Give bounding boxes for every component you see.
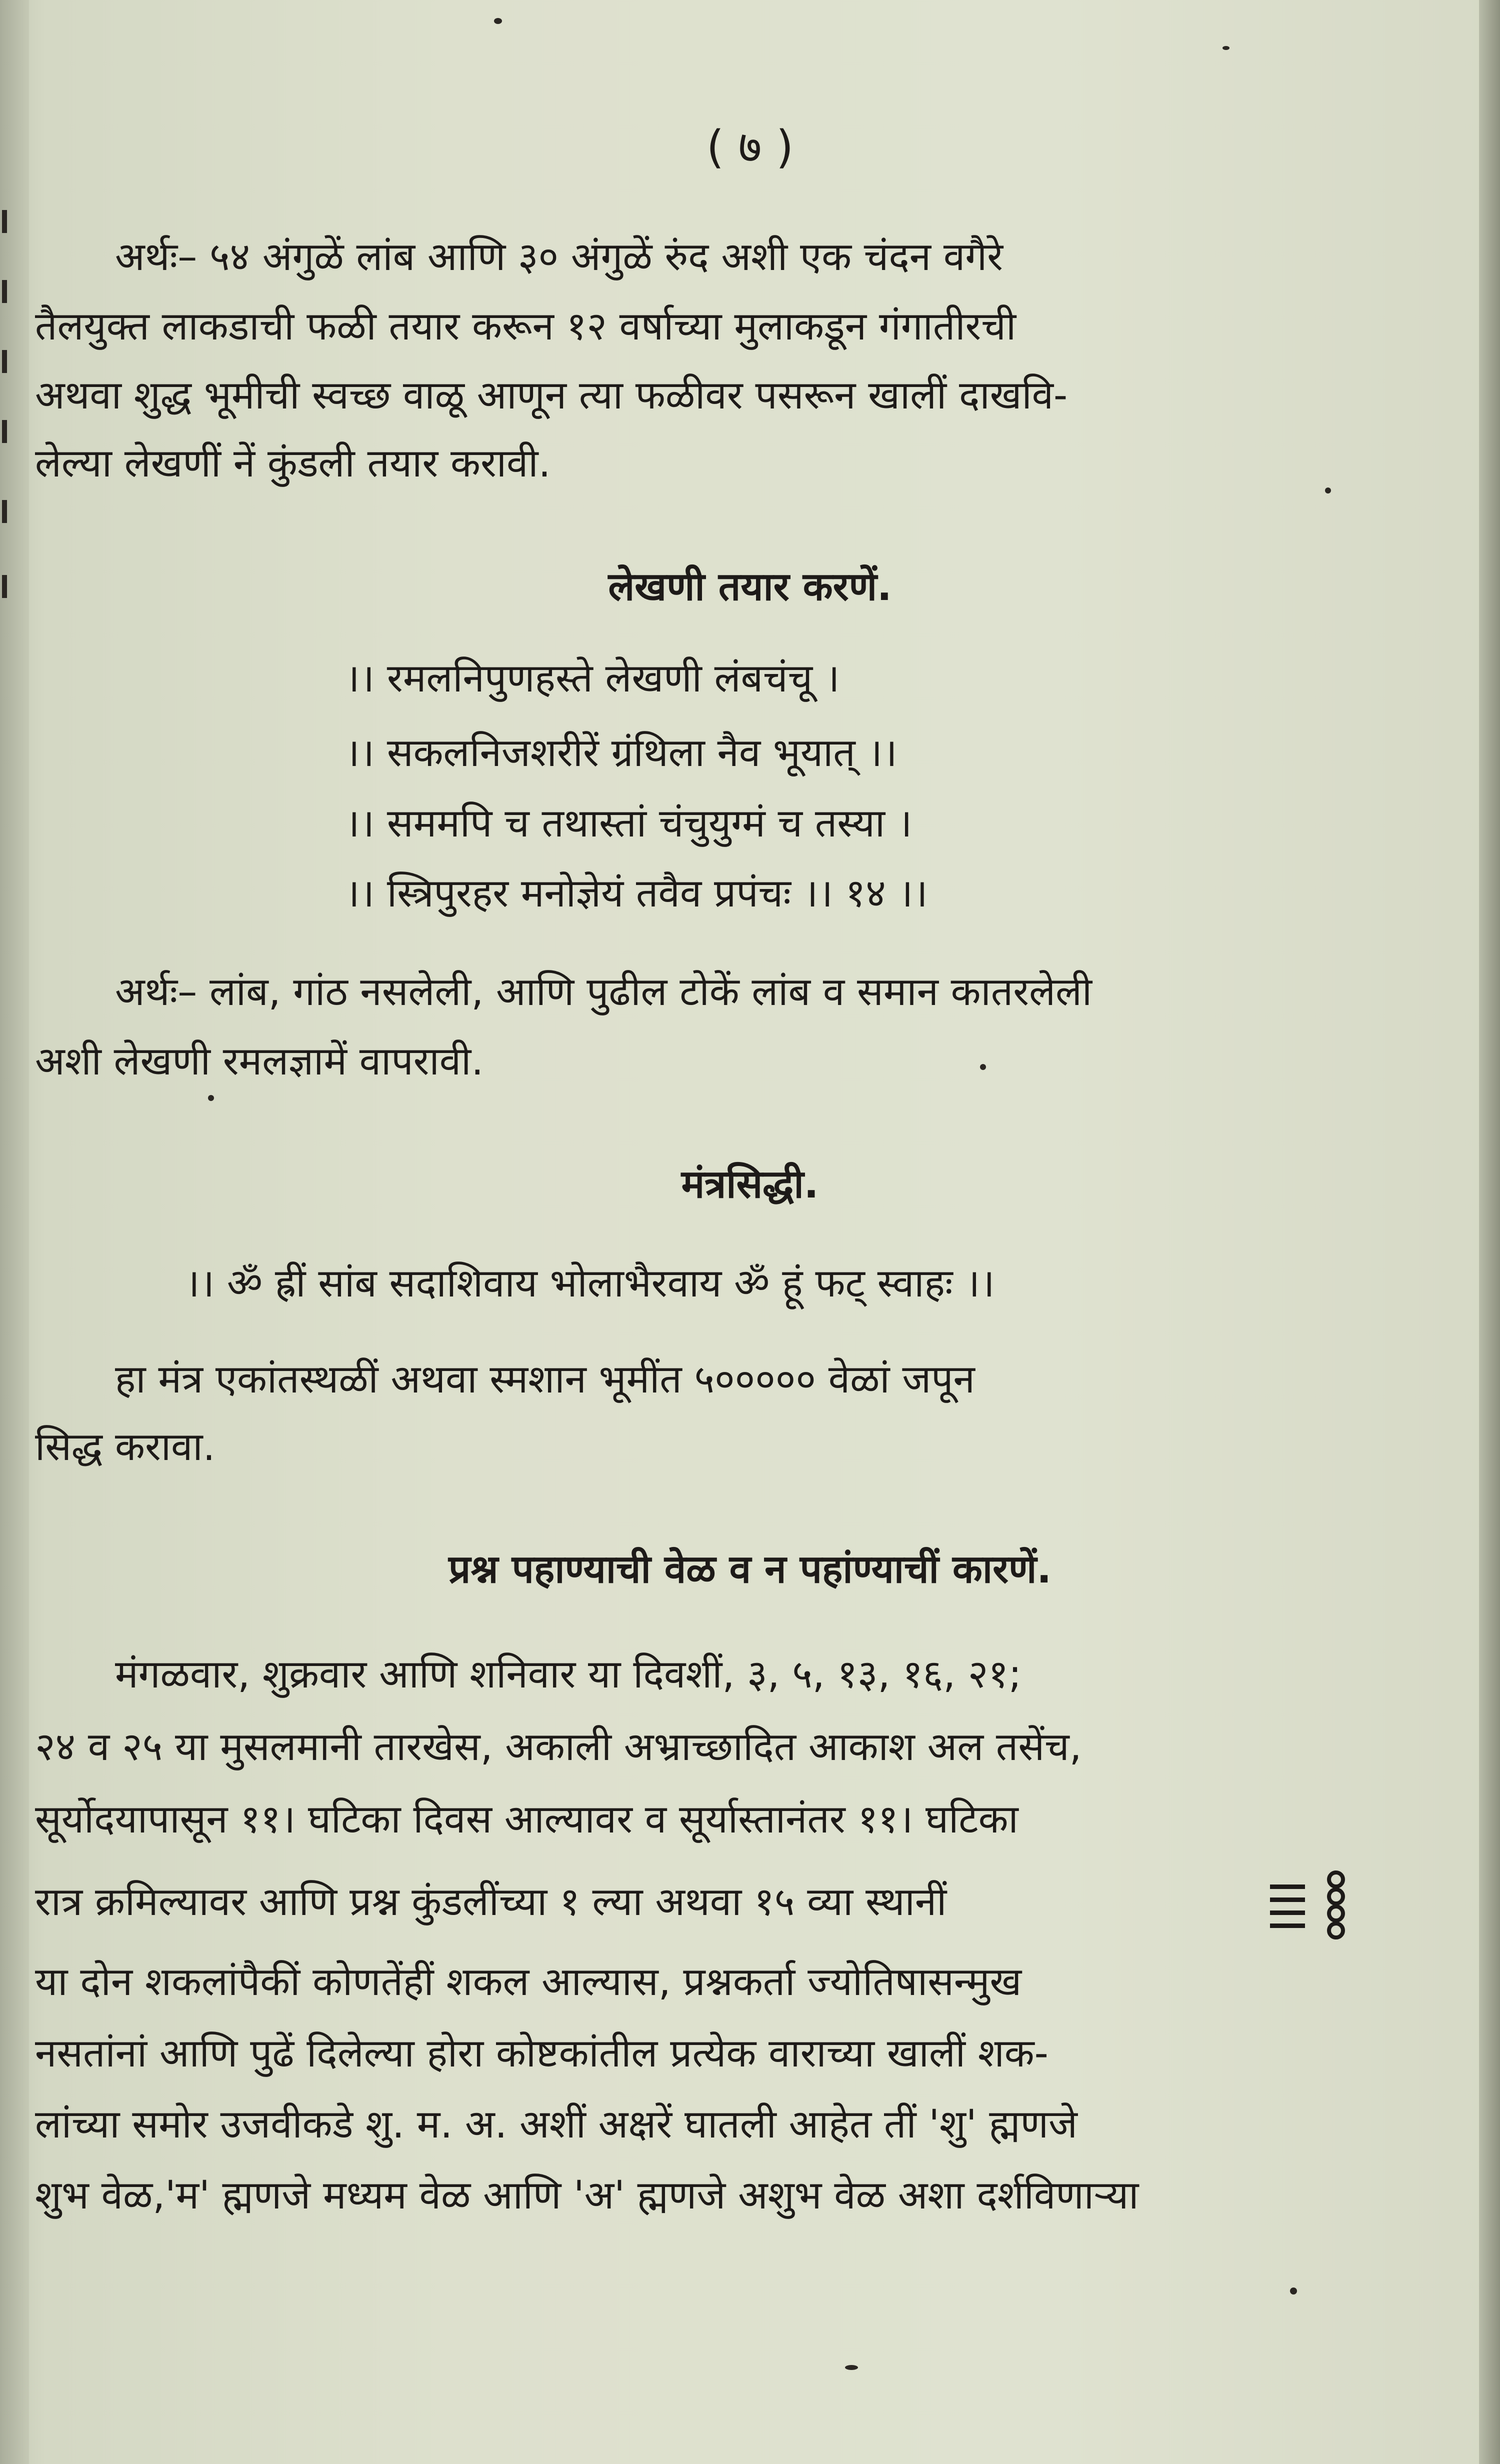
heading-mantra: मंत्रसिद्धी. bbox=[681, 1162, 819, 1207]
ink-speck bbox=[1222, 46, 1230, 50]
verse-line3: ।। सममपि च तथास्तां चंचुयुग्मं च तस्या । bbox=[345, 801, 912, 846]
previous-page-edge bbox=[0, 0, 29, 2464]
para4-line1: मंगळवार, शुक्रवार आणि शनिवार या दिवशीं, ३, ५, १३, १६, २१; bbox=[115, 1652, 1022, 1697]
mantra-line: ।। ॐ ह्रीं सांब सदाशिवाय भोलाभैरवाय ॐ हूं फट् स्वाहः ।। bbox=[185, 1261, 995, 1306]
para1-line4: लेल्या लेखणीं नें कुंडली तयार करावी. bbox=[35, 441, 551, 486]
para1-line1: अर्थः– ५४ अंगुळें लांब आणि ३० अंगुळें रुंद अशी एक चंदन वगैरे bbox=[115, 234, 1004, 280]
page-number: ( ७ ) bbox=[706, 121, 794, 174]
verse-line1: ।। रमलनिपुणहस्ते लेखणी लंबचंचू । bbox=[345, 656, 840, 701]
para4-line6: नसतांनां आणि पुढें दिलेल्या होरा कोष्टकांतील प्रत्येक वाराच्या खालीं शक- bbox=[35, 2031, 1048, 2076]
para4-line7: लांच्या समोर उजवीकडे शु. म. अ. अशीं अक्षरें घातली आहेत तीं 'शु' ह्मणजे bbox=[35, 2102, 1078, 2147]
ink-speck bbox=[1290, 2288, 1297, 2294]
para3-line1: हा मंत्र एकांतस्थळीं अथवा स्मशान भूमींत ५००००० वेळां जपून bbox=[115, 1357, 975, 1402]
para2-line1: अर्थः– लांब, गांठ नसलेली, आणि पुढील टोकें लांब व समान कातरलेली bbox=[115, 970, 1092, 1014]
ink-speck bbox=[494, 18, 502, 24]
para4-line8: शुभ वेळ,'म' ह्मणजे मध्यम वेळ आणि 'अ' ह्मणजे अशुभ वेळ अशा दर्शविणाऱ्या bbox=[35, 2173, 1139, 2218]
para4-line4: रात्र क्रमिल्यावर आणि प्रश्न कुंडलींच्या १ ल्या अथवा १५ व्या स्थानीं bbox=[35, 1880, 947, 1924]
para4-line3: सूर्योदयापासून ११। घटिका दिवस आल्यावर व सूर्यास्तानंतर ११। घटिका bbox=[35, 1797, 1018, 1842]
ink-speck bbox=[1325, 488, 1331, 494]
heading-prashna: प्रश्न पहाण्याची वेळ व न पहांण्याचीं कारणें. bbox=[448, 1547, 1052, 1592]
para4-line5: या दोन शकलांपैकीं कोणतेंहीं शकल आल्यास, प्रश्नकर्ता ज्योतिषासन्मुख bbox=[35, 1960, 1022, 2004]
verse-line2: ।। सकलनिजशरीरें ग्रंथिला नैव भूयात् ।। bbox=[345, 730, 898, 776]
ink-speck bbox=[980, 1064, 986, 1070]
para2-line2: अशी लेखणी रमलज्ञामें वापरावी. bbox=[35, 1039, 484, 1084]
para1-line2: तैलयुक्त लाकडाची फळी तयार करून १२ वर्षाच्या मुलाकडून गंगातीरची bbox=[35, 304, 1016, 349]
heading-lekhani: लेखणी तयार करणें. bbox=[608, 564, 892, 610]
verse-line4: ।। स्त्रिपुरहर मनोज्ञेयं तवैव प्रपंचः ।। १४ ।। bbox=[345, 871, 928, 916]
ink-speck bbox=[845, 2365, 858, 2370]
para4-line2: २४ व २५ या मुसलमानी तारखेस, अकाली अभ्राच्छादित आकाश अल तसेंच, bbox=[35, 1724, 1082, 1770]
ink-speck bbox=[208, 1095, 214, 1101]
para3-line2: सिद्ध करावा. bbox=[35, 1424, 216, 1470]
para1-line3: अथवा शुद्ध भूमीची स्वच्छ वाळू आणून त्या फळीवर पसरून खालीं दाखवि- bbox=[35, 373, 1068, 418]
binding-edge bbox=[1479, 0, 1500, 2464]
geomancy-figure-symbols bbox=[1270, 1862, 1360, 1948]
